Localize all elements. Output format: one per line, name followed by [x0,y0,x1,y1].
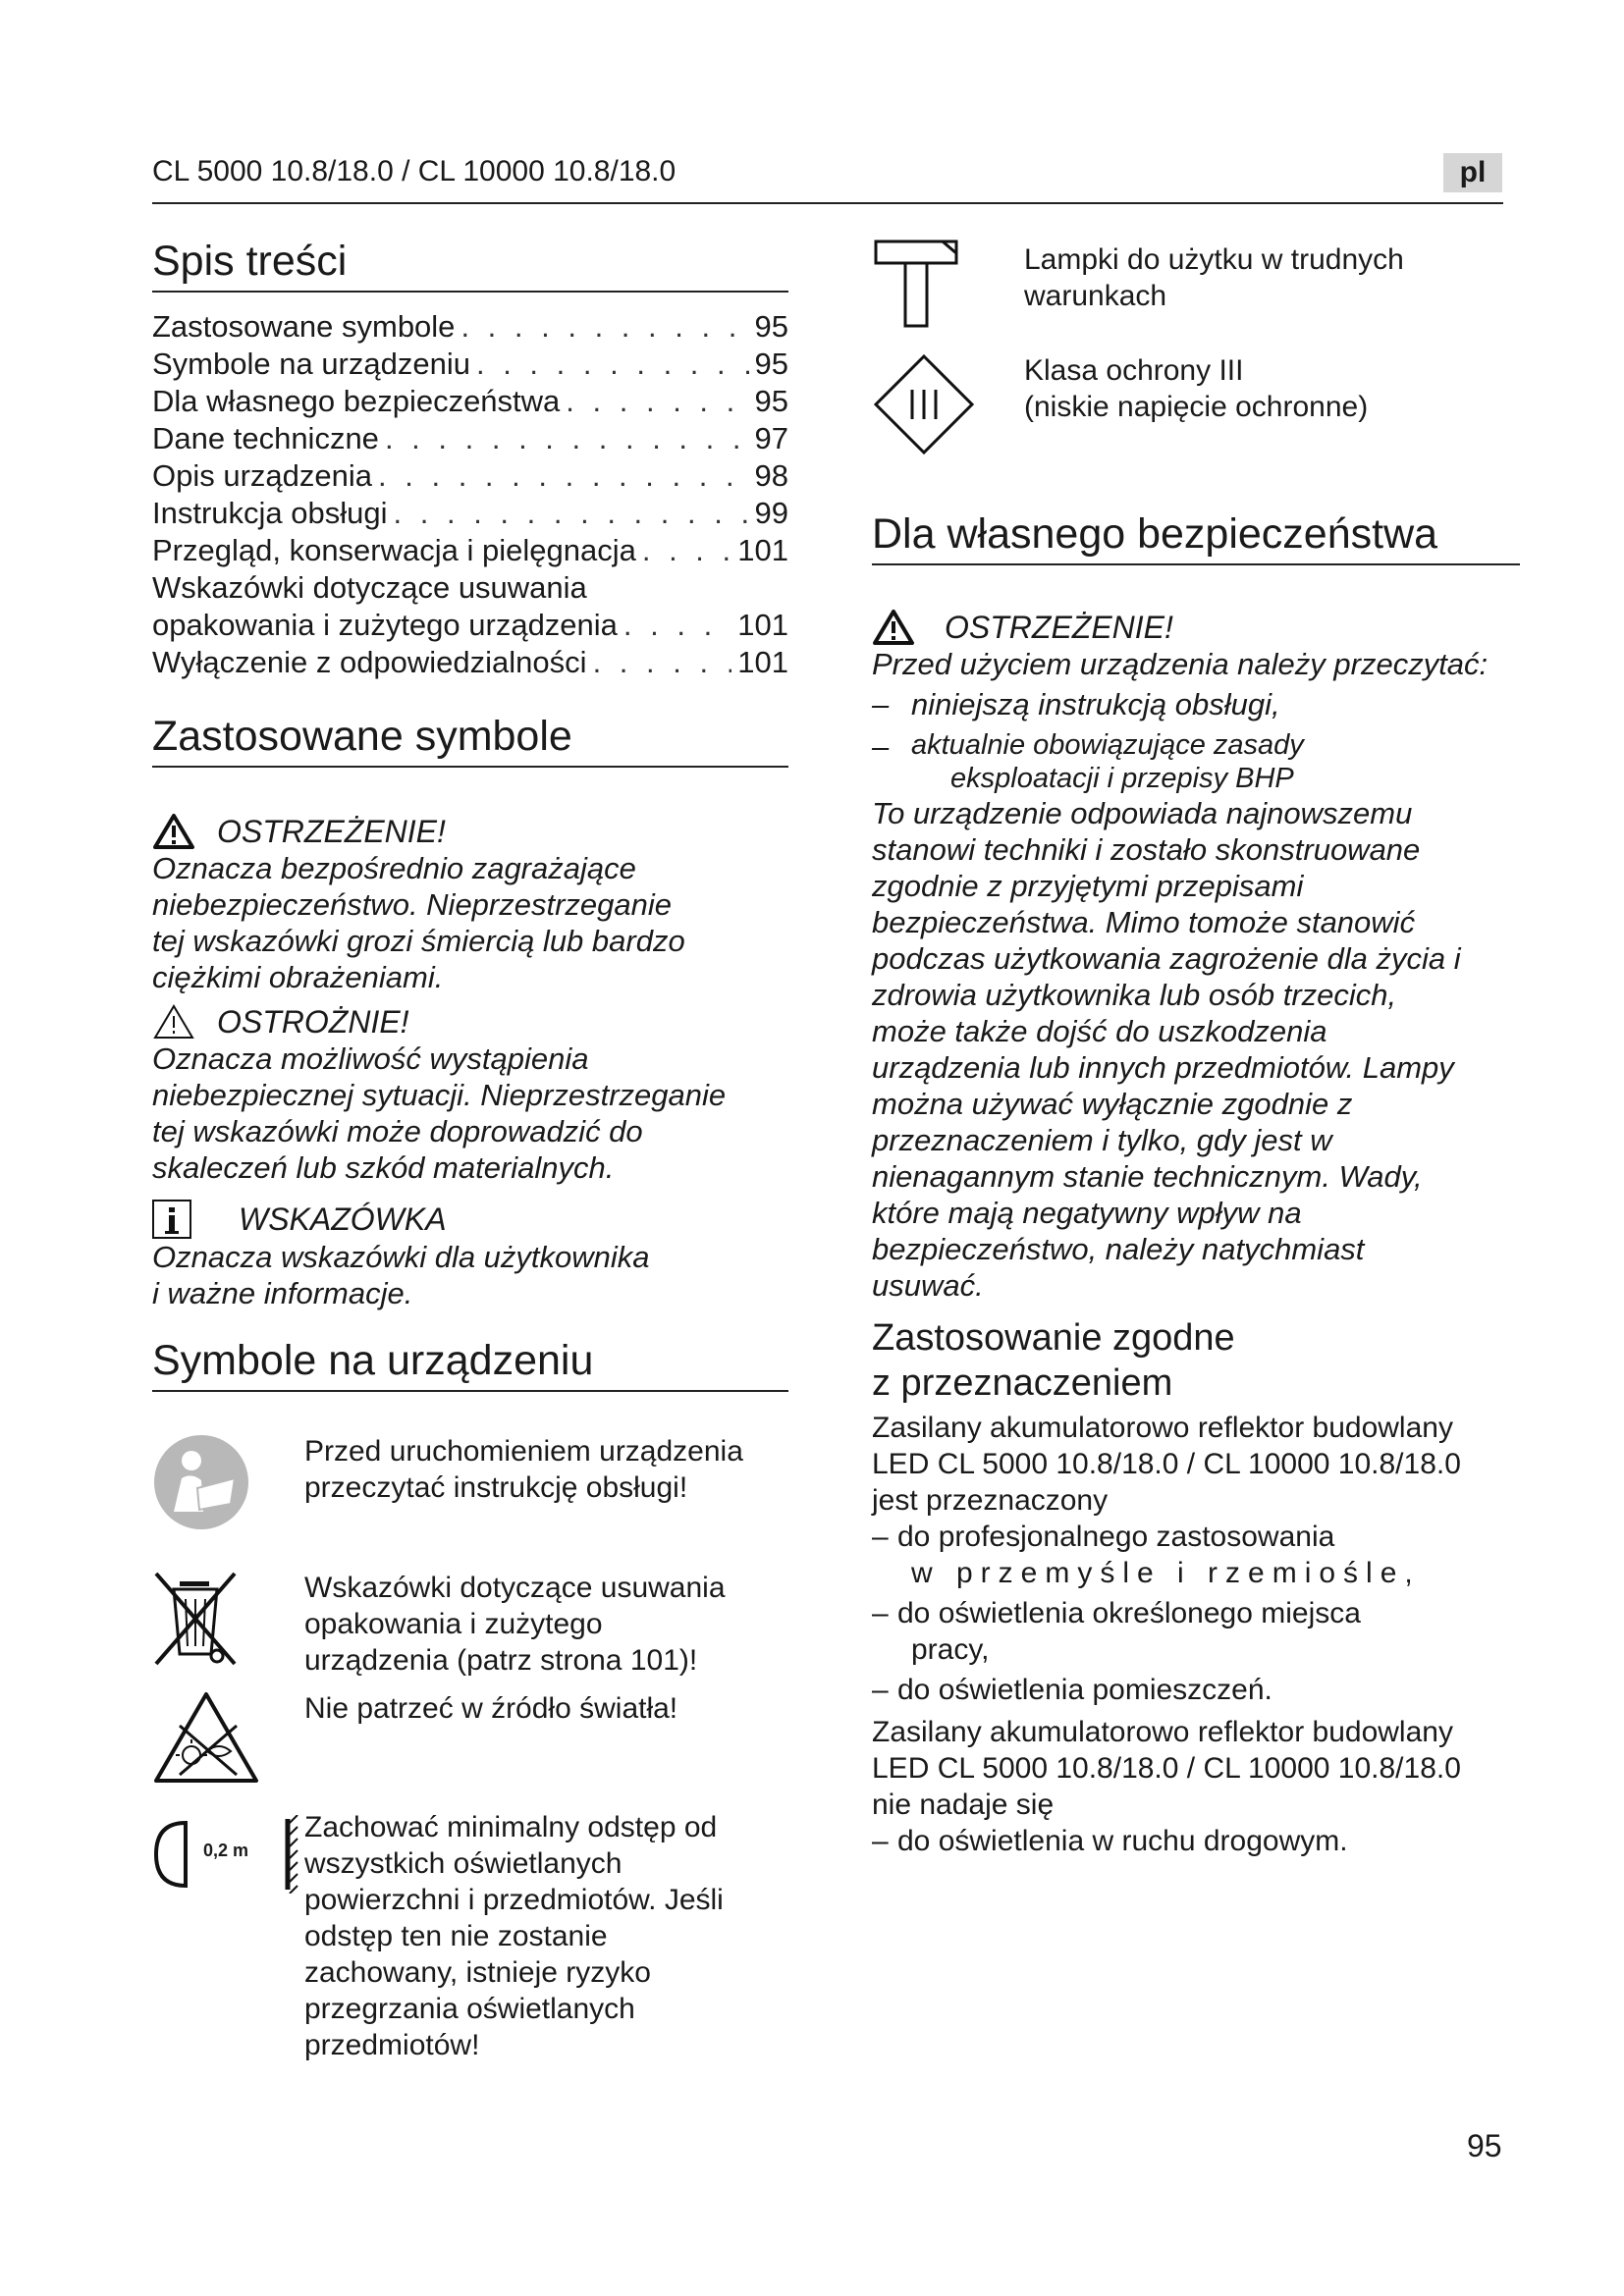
list-item: – do profesjonalnego zastosowania w przemyśle i rzemiośle, [872,1521,1421,1589]
caution-text-line: tej wskazówki może doprowadzić do [152,1114,643,1148]
toc-leader [476,346,749,383]
warning-text-line: ciężkimi obrażeniami. [152,960,444,994]
toc-item[interactable] [152,420,788,457]
note-block [152,1200,788,1311]
toc-item-label: Symbole na urządzeniu [152,347,470,381]
toc-leader [385,420,749,457]
intended-use-title-line: z przeznaczeniem [872,1362,1173,1404]
right-symbol-row [872,352,1520,461]
device-symbol-text-line: urządzenia (patrz strona 101)! [304,1644,698,1677]
page-number: 95 [1467,2128,1502,2163]
warning-block [152,813,788,995]
right-symbol-text-line: Klasa ochrony III [1024,354,1244,387]
device-symbol-row [152,1811,788,2063]
safety-paragraph-line: urządzenia lub innych przedmiotów. Lampy [872,1050,1454,1085]
toc-item-page: 95 [754,309,788,344]
right-symbol-text-line: Lampki do użytku w trudnych [1024,243,1404,276]
safety-paragraph-line: nienagannym stanie technicznym. Wady, [872,1159,1423,1194]
safety-paragraph-line: zgodnie z przyjętymi przepisami [872,869,1304,903]
device-symbol-text-line: przegrzania oświetlanych [304,1993,635,2025]
intended-use-text-line: LED CL 5000 10.8/18.0 / CL 10000 10.8/18.0 [872,1448,1461,1480]
intended-use-section [872,1315,1520,1859]
list-item-text: do oświetlenia określonego miejsca [897,1597,1361,1629]
right-symbol-row [872,236,1520,339]
device-symbol-text-line: powierzchni i przedmiotów. Jeśli [304,1884,724,1916]
caution-block [152,1003,788,1186]
caution-text-line: skaleczeń lub szkód materialnych. [152,1150,615,1185]
intended-use-text-line: Zasilany akumulatorowo reflektor budowlany [872,1716,1453,1748]
toc-item-page: 101 [737,608,788,642]
safety-paragraph-line: usuwać. [872,1268,984,1303]
safety-paragraph-line: zdrowia użytkownika lub osób trzecich, [872,978,1397,1012]
safety-warning [872,609,1520,1304]
toc-leader [623,607,731,644]
device-symbol-text-line: przedmiotów! [304,2029,480,2061]
safety-intro: Przed użyciem urządzenia należy przeczytać: [872,647,1489,681]
toc-item-page: 95 [754,384,788,418]
list-item: – do oświetlenia pomieszczeń. [872,1674,1272,1706]
toc-item-label: Dane techniczne [152,421,379,455]
list-item-text: do oświetlenia pomieszczeń. [897,1674,1272,1706]
toc-leader [378,457,749,495]
toc-item[interactable] [152,607,788,644]
toc-item-label: opakowania i zużytego urządzenia [152,608,618,642]
safety-warning-label: OSTRZEŻENIE! [945,610,1173,645]
warning-triangle-icon [872,609,915,646]
intended-use-title-line: Zastosowanie zgodne [872,1317,1235,1359]
list-item-text: do profesjonalnego zastosowania [897,1521,1335,1553]
toc-item-page: 95 [754,347,788,381]
toc-item-page: 101 [737,645,788,679]
device-symbol-text-line: Nie patrzeć w źródło światła! [304,1692,678,1725]
safety-paragraph-line: stanowi techniki i zostało skonstruowane [872,832,1421,867]
note-text-line: i ważne informacje. [152,1276,413,1310]
toc-item-label: Wyłączenie z odpowiedzialności [152,645,587,679]
toc-item-label: Opis urządzenia [152,458,373,493]
warning-triangle-icon [152,813,195,850]
toc-item-label-line1[interactable]: Wskazówki dotyczące usuwania [152,570,587,605]
toc-item[interactable] [152,495,788,532]
right-symbol-text-line: (niskie napięcie ochronne) [1024,391,1369,423]
toc-item-page: 99 [754,496,788,530]
list-item-text: pracy, [911,1633,990,1666]
device-symbol-row [152,1690,788,1789]
safety-paragraph-line: przeznaczeniem i tylko, gdy jest w [872,1123,1332,1157]
note-text-line: Oznacza wskazówki dla użytkownika [152,1240,650,1274]
device-symbol-row [152,1570,788,1679]
safety-paragraph-line: To urządzenie odpowiada najnowszemu [872,796,1413,830]
rough-service-lamp-icon [872,236,960,334]
device-symbol-row [152,1433,788,1536]
list-item-text: aktualnie obowiązujące zasady [911,729,1304,761]
list-item: – do oświetlenia określonego miejsca pracy, [872,1597,1361,1666]
list-item: – niniejszą instrukcją obsługi, [872,687,1280,721]
toc-item-page: 97 [754,421,788,455]
intended-use-text-line: jest przeznaczony [872,1484,1109,1517]
list-item-text: eksploatacji i przepisy BHP [950,763,1294,794]
list-item-text: w przemyśle i rzemiośle, [911,1557,1421,1589]
toc-title: Spis treści [152,236,788,293]
caution-text-line: Oznacza możliwość wystąpienia [152,1041,589,1076]
toc-item[interactable] [152,383,788,420]
toc-leader [566,383,748,420]
protection-class-iii-icon [872,352,976,456]
list-item-text: niniejszą instrukcją obsługi, [911,687,1280,721]
device-symbol-text-line: przeczytać instrukcję obsługi! [304,1471,688,1504]
toc-item-label: Instrukcja obsługi [152,496,388,530]
distance-label: 0,2 m [203,1841,249,1860]
device-symbol-text-line: odstęp ten nie zostanie [304,1920,608,1952]
toc-leader [460,308,748,346]
caution-label: OSTROŻNIE! [217,1004,409,1040]
safety-title: Dla własnego bezpieczeństwa [872,508,1520,565]
right-symbol-text-line: warunkach [1024,280,1167,312]
list-item-text: do oświetlenia w ruchu drogowym. [897,1825,1348,1857]
toc-item-label: Dla własnego bezpieczeństwa [152,384,561,418]
crossed-bin-icon [152,1570,243,1668]
device-symbol-text-line: Wskazówki dotyczące usuwania [304,1572,726,1604]
toc-leader [394,495,749,532]
toc-leader [642,532,731,569]
toc-leader [593,644,732,681]
device-symbol-text-line: Przed uruchomieniem urządzenia [304,1435,743,1468]
intended-use-list [872,1519,1520,1708]
read-manual-icon [152,1433,250,1531]
device-symbol-text-line: zachowany, istnieje ryzyko [304,1956,651,1989]
device-symbol-text-line: Zachować minimalny odstęp od [304,1811,718,1843]
safety-paragraph-line: podczas użytkowania zagrożenie dla życia i [872,941,1461,976]
safety-paragraph-line: które mają negatywny wpływ na [872,1196,1302,1230]
toc-item[interactable] [152,457,788,495]
safety-paragraph-line: bezpieczeństwo, należy natychmiast [872,1232,1365,1266]
device-symbol-text-line: wszystkich oświetlanych [304,1847,623,1880]
left-column [152,236,788,2063]
toc-item-page: 101 [737,533,788,567]
intended-use-text-line: nie nadaje się [872,1789,1055,1821]
symbols-used-title: Zastosowane symbole [152,711,788,768]
safety-paragraph-line: może także dojść do uszkodzenia [872,1014,1327,1048]
table-of-contents [152,308,788,681]
safety-paragraph-line: można używać wyłącznie zgodnie z [872,1087,1353,1121]
safety-list [872,686,1520,795]
caution-triangle-icon [152,1003,195,1041]
toc-item-page: 98 [754,458,788,493]
intended-use-text-line: Zasilany akumulatorowo reflektor budowlany [872,1412,1453,1444]
toc-item-label: Przegląd, konserwacja i pielęgnacja [152,533,636,567]
list-item: – aktualnie obowiązujące zasady eksploatacji i przepisy BHP [872,729,1304,794]
not-intended-list [872,1823,1520,1859]
no-look-light-icon [152,1690,260,1785]
list-item: – do oświetlenia w ruchu drogowym. [872,1825,1348,1857]
safety-paragraph-line: bezpieczeństwa. Mimo tomoże stanowić [872,905,1416,939]
device-symbols-title: Symbole na urządzeniu [152,1335,788,1392]
toc-item[interactable] [152,346,788,383]
warning-text-line: tej wskazówki grozi śmiercią lub bardzo [152,924,685,958]
note-label: WSKAZÓWKA [239,1201,447,1237]
warning-label: OSTRZEŻENIE! [217,814,446,849]
caution-text-line: niebezpiecznej sytuacji. Nieprzestrzeganie [152,1078,727,1112]
header-title: CL 5000 10.8/18.0 / CL 10000 10.8/18.0 [152,155,677,187]
warning-text-line: Oznacza bezpośrednio zagrażające [152,851,636,885]
language-badge: pl [1443,153,1502,192]
warning-text-line: niebezpieczeństwo. Nieprzestrzeganie [152,887,673,922]
device-symbol-text-line: opakowania i zużytego [304,1608,603,1640]
info-icon [152,1200,191,1239]
toc-item[interactable] [152,308,788,346]
right-column [872,236,1520,1859]
toc-item-label: Zastosowane symbole [152,309,456,344]
intended-use-text-line: LED CL 5000 10.8/18.0 / CL 10000 10.8/18.0 [872,1752,1461,1785]
toc-item[interactable] [152,532,788,569]
header-divider [152,202,1503,204]
toc-item[interactable] [152,644,788,681]
